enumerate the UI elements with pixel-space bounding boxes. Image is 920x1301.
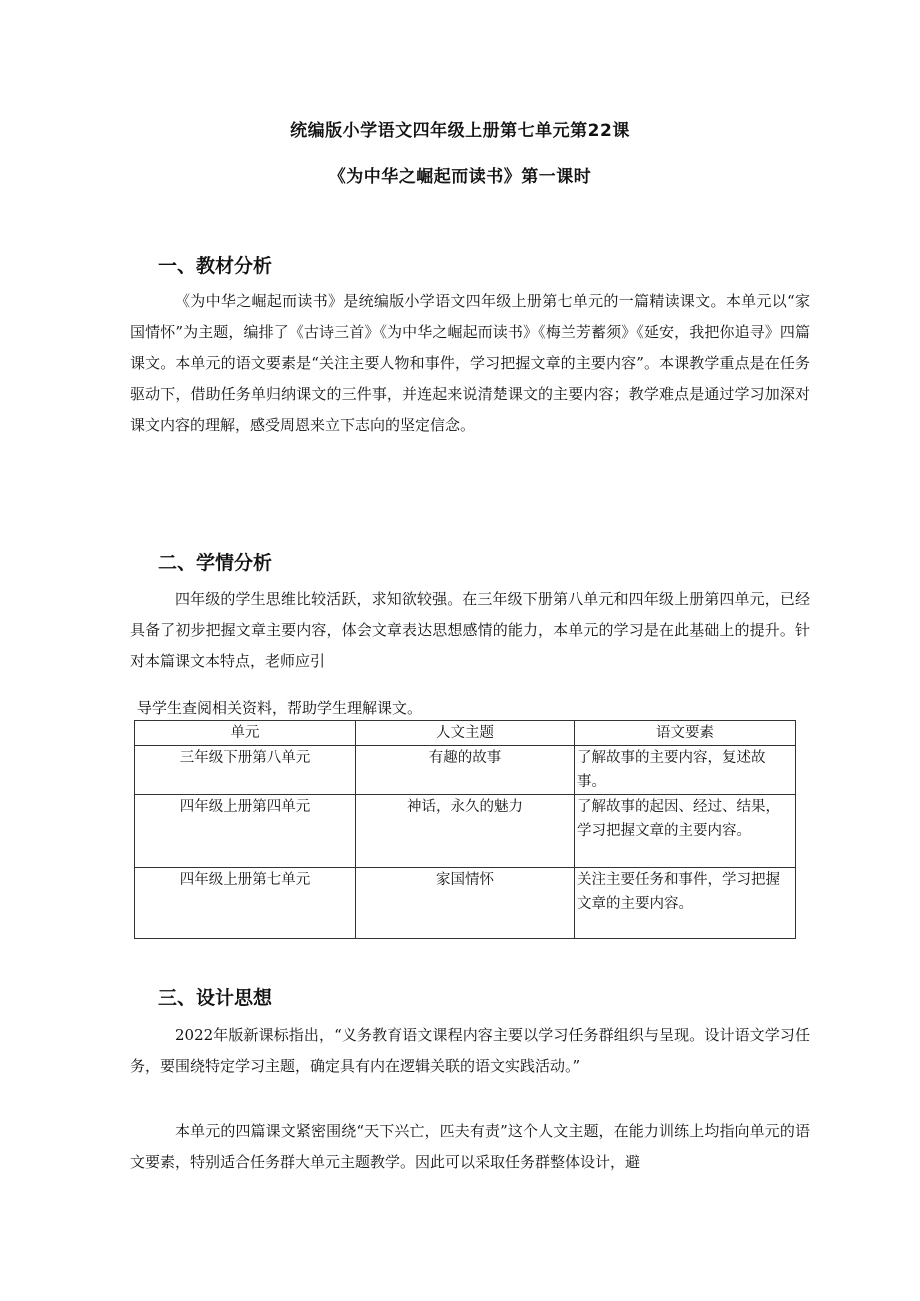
table-cell: 了解故事的主要内容，复述故事。 xyxy=(575,746,796,795)
table-cell: 了解故事的起因、经过、结果，学习把握文章的主要内容。 xyxy=(575,795,796,868)
table-header-theme: 人文主题 xyxy=(356,721,575,746)
section-heading-learner-analysis: 二、学情分析 xyxy=(158,552,273,574)
paragraph-learner-analysis: 四年级的学生思维比较活跃，求知欲较强。在三年级下册第八单元和四年级上册第四单元，已经具备了初步把握文章主要内容，体会文章表达思想感情的能力，本单元的学习是在此基础上的提升。针对本篇课文本特点，老师应引 xyxy=(130,590,810,670)
table-header-elements: 语文要素 xyxy=(575,721,796,746)
table-cell: 关注主要任务和事件，学习把握文章的主要内容。 xyxy=(575,868,796,939)
unit-table xyxy=(134,720,796,939)
paragraph-textbook-analysis: 《为中华之崛起而读书》是统编版小学语文四年级上册第七单元的一篇精读课文。本单元以“家国情怀”为主题，编排了《古诗三首》《为中华之崛起而读书》《梅兰芳蓄须》《延安，我把你追寻》四篇课文。本单元的语文要素是“关注主要人物和事件，学习把握文章的主要内容”。本课教学重点是在任务驱动下，借助任务单归纳课文的三件事，并连起来说清楚课文的主要内容；教学难点是通过学习加深对课文内容的理解，感受周恩来立下志向的坚定信念。 xyxy=(130,292,810,434)
table-row xyxy=(135,746,796,795)
table-cell: 有趣的故事 xyxy=(356,746,575,795)
table-header-row xyxy=(135,721,796,746)
table-row xyxy=(135,795,796,868)
document-subtitle: 《为中华之崛起而读书》第一课时 xyxy=(328,167,592,187)
table-cell: 神话，永久的魅力 xyxy=(356,795,575,868)
table-cell: 四年级上册第四单元 xyxy=(135,795,356,868)
table-cell: 家国情怀 xyxy=(356,868,575,939)
section-heading-textbook-analysis: 一、教材分析 xyxy=(158,255,273,277)
paragraph-design-thinking-2: 本单元的四篇课文紧密围绕“天下兴亡，匹夫有责”这个人文主题，在能力训练上均指向单元的语文要素，特别适合任务群大单元主题教学。因此可以采取任务群整体设计，避 xyxy=(130,1122,810,1171)
section-heading-design-thinking: 三、设计思想 xyxy=(158,987,273,1009)
table-row xyxy=(135,868,796,939)
document-title: 统编版小学语文四年级上册第七单元第22课 xyxy=(290,121,630,141)
table-header-unit: 单元 xyxy=(135,721,356,746)
table-cell: 三年级下册第八单元 xyxy=(135,746,356,795)
paragraph-continuation: 导学生查阅相关资料，帮助学生理解课文。 xyxy=(137,699,423,717)
table-cell: 四年级上册第七单元 xyxy=(135,868,356,939)
paragraph-design-thinking-1: 2022年版新课标指出，“义务教育语文课程内容主要以学习任务群组织与呈现。设计语文学习任务，要围绕特定学习主题，确定具有内在逻辑关联的语文实践活动。” xyxy=(130,1026,810,1075)
